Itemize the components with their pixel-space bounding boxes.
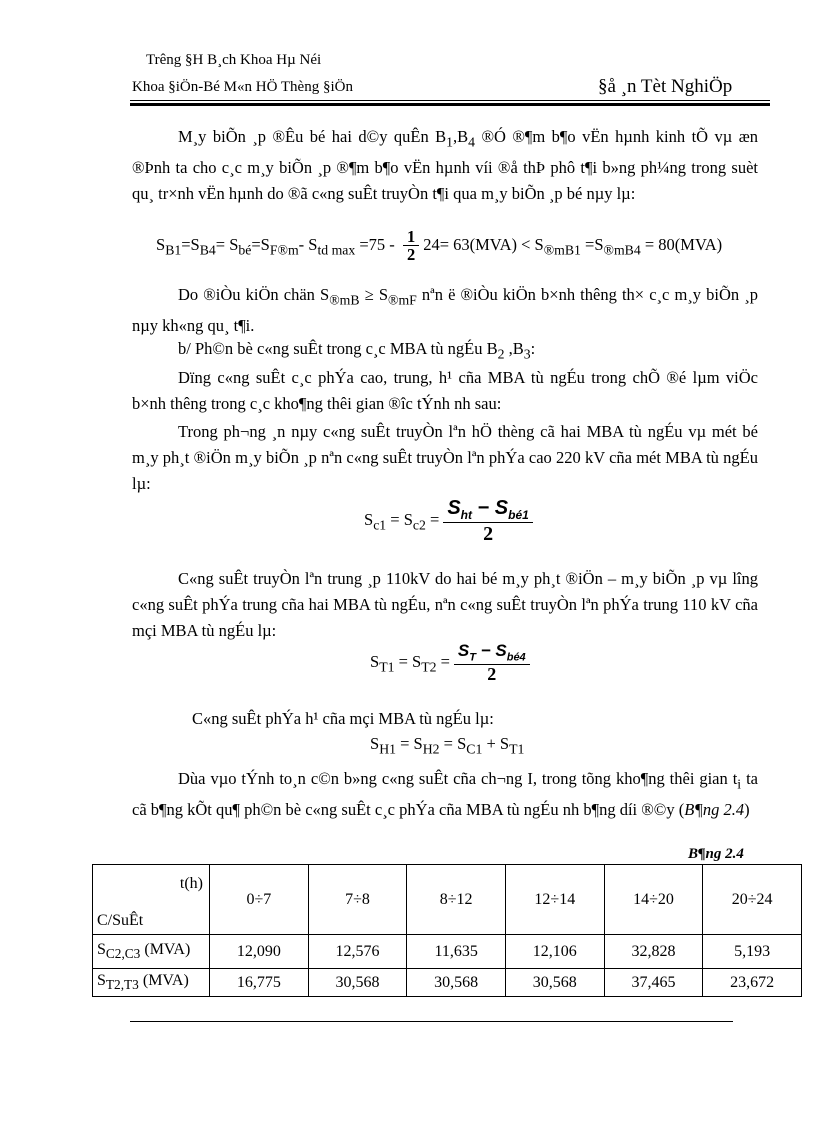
fraction-high-side: $\frac{S_{ht} - S_{bé1}}{2}$ bbox=[443, 498, 533, 545]
paragraph-low-side: C«ng suÊt phÝa h¹ cña mçi MBA tù ngÉu lµ: bbox=[192, 709, 494, 728]
power-distribution-table bbox=[92, 864, 802, 997]
table-cell: 5,193 bbox=[703, 935, 802, 969]
paragraph-power-sides: Dïng c«ng suÊt c¸c phÝa cao, trung, h¹ cña MBA tù ngÉu trong chÕ ®é lµm viÖc b×nh thêng trong c¸c kho¶ng thêi gian ®îc tÝnh nh sau: bbox=[132, 368, 758, 413]
table-col-header: 0÷7 bbox=[210, 865, 309, 935]
table-cell: 16,775 bbox=[210, 969, 309, 997]
header-document-type: §å ¸n Tèt NghiÖp bbox=[598, 76, 733, 97]
table-col-header: 20÷24 bbox=[703, 865, 802, 935]
header-rule-thick bbox=[130, 103, 770, 106]
table-cell: 30,568 bbox=[407, 969, 506, 997]
table-corner-cell: t(h) C/SuÊt bbox=[93, 865, 210, 935]
table-row-label: $S_{T2,T3}$ (MVA) bbox=[93, 969, 210, 997]
paragraph-table-intro: Dùa vµo tÝnh to¸n c©n b»ng c«ng suÊt cña ch¬ng I, trong tõng kho¶ng thêi gian $t_i$ ta cã b¶ng kÕt qu¶ ph©n bè c«ng suÊt c¸c phÝa cña MBA tù ngÉu nh b¶ng díi ®©y (B¶ng 2.4) bbox=[132, 769, 758, 820]
equation-high-side-power: $S_{c1} = S_{c2}$ = $\frac{S_{ht} - S_{bé1}}{2}$ bbox=[364, 498, 537, 545]
fraction-half: $\frac{1}{2}$ bbox=[403, 228, 419, 264]
fraction-medium-side: $\frac{S_T - S_{bé4}}{2}$ bbox=[454, 642, 530, 685]
paragraph-condition: Do ®iÒu kiÖn chän $S_{®mB} \ge S_{®mF}$ nªn ë ®iÒu kiÖn b×nh thêng th× c¸c m¸y biÕn ¸p nµy kh«ng qu¸ t¶i. bbox=[132, 285, 758, 336]
table-col-header: 14÷20 bbox=[604, 865, 703, 935]
table-cell: 30,568 bbox=[505, 969, 604, 997]
equation-medium-side-power: $S_{T1} = S_{T2}$ = $\frac{S_T - S_{bé4}}{2}$ bbox=[370, 642, 534, 685]
table-cell: 12,090 bbox=[210, 935, 309, 969]
header-rule-thin bbox=[130, 100, 770, 101]
footer-rule bbox=[130, 1021, 733, 1022]
table-row bbox=[93, 935, 802, 969]
paragraph-medium-side: C«ng suÊt truyÒn lªn trung ¸p 110kV do hai bé m¸y ph¸t ®iÖn – m¸y biÕn ¸p vµ lîng c«ng suÊt phÝa trung cña hai MBA tù ngÉu, nªn c«ng suÊt truyÒn lªn phÝa trung 110 kV cña mçi MBA tù ngÉu lµ: bbox=[132, 569, 758, 640]
table-col-header: 12÷14 bbox=[505, 865, 604, 935]
equation-transformer-power: $S_{B1}=S_{B4}= S_{bé}=S_{F®m}-$ $S_{td max} =75$ - $\frac{1}{2}$ $24= 63(MVA) < S_{®mB1} =S_{®mB4} = 80(MVA)$ bbox=[156, 227, 723, 265]
table-caption: B¶ng 2.4 bbox=[688, 846, 744, 862]
table-cell: 23,672 bbox=[703, 969, 802, 997]
table-cell: 12,576 bbox=[308, 935, 407, 969]
table-cell: 11,635 bbox=[407, 935, 506, 969]
table-cell: 37,465 bbox=[604, 969, 703, 997]
table-cell: 32,828 bbox=[604, 935, 703, 969]
table-cell: 30,568 bbox=[308, 969, 407, 997]
table-row-label: $S_{C2,C3}$ (MVA) bbox=[93, 935, 210, 969]
paragraph-high-side: Trong ph¬ng ¸n nµy c«ng suÊt truyÒn lªn hÖ thèng cã hai MBA tù ngÉu vµ mét bé m¸y ph¸t ®iÖn m¸y biÕn ¸p nªn c«ng suÊt truyÒn lªn phÝa cao 220 kV cña mét MBA tù ngÉu lµ: bbox=[132, 422, 758, 493]
header-school: Trêng §H B¸ch Khoa Hµ Néi bbox=[146, 52, 322, 68]
table-col-header: 7÷8 bbox=[308, 865, 407, 935]
table-row bbox=[93, 969, 802, 997]
table-col-header: 8÷12 bbox=[407, 865, 506, 935]
paragraph-generator-transformer: M¸y biÕn ¸p ®Êu bé hai d©y quÊn $B_1,B_4$ ®Ó ®¶m b¶o vËn hµnh kinh tÕ vµ æn ®Þnh ta cho c¸c m¸y biÕn ¸p ®¶m b¶o vËn hµnh víi ®å thÞ phô t¶i b»ng ph¼ng trong suèt qu¸ tr×nh vËn hµnh do ®ã c«ng suÊt truyÒn t¶i qua m¸y biÕn ¸p bé nµy lµ: bbox=[132, 127, 758, 204]
equation-low-side-power: $S_{H1} = S_{H2} = S_{C1} + S_{T1}$ bbox=[370, 734, 525, 757]
header-department: Khoa §iÖn-Bé M«n HÖ Thèng §iÖn bbox=[132, 79, 353, 95]
table-cell: 12,106 bbox=[505, 935, 604, 969]
section-heading-power-distribution: b/ Ph©n bè c«ng suÊt trong c¸c MBA tù ngÉu $B_2$ $,B_3$: bbox=[178, 339, 536, 362]
